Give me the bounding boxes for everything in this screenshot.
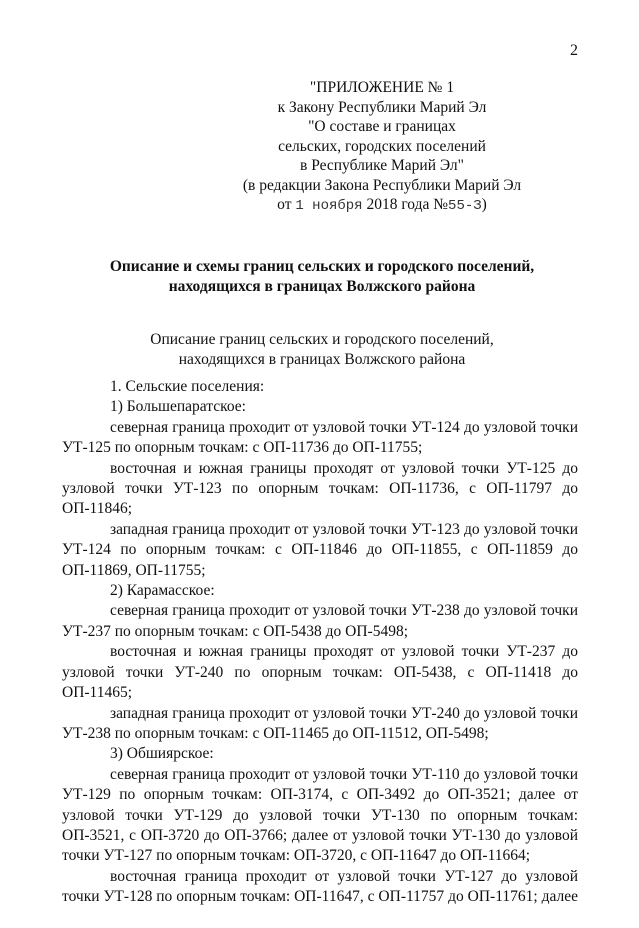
body-paragraph: восточная и южная границы проходят от узловой точки УТ-125 до узловой точки УТ-123 по опорным точкам: ОП-11736, с ОП-11797 до ОП-11846; — [62, 459, 578, 518]
subtitle-line: находящихся в границах Волжского района — [178, 351, 466, 368]
document-title — [70, 257, 574, 297]
appendix-line: в Республике Марий Эл" — [300, 157, 464, 174]
appendix-line: к Закону Республики Марий Эл — [277, 98, 487, 116]
page-number: 2 — [570, 42, 578, 59]
body-paragraph: восточная граница проходит от узловой точки УТ-127 до узловой точки УТ-128 по опорным точкам: ОП-11647, с ОП-11757 до ОП-11761; далее — [62, 867, 578, 906]
body-paragraph: западная граница проходит от узловой точки УТ-240 до узловой точки УТ-238 по опорным точкам: с ОП-11465 до ОП-11512, ОП-5498; — [62, 704, 578, 742]
appendix-date-line — [217, 195, 547, 217]
appendix-line: сельских, городских поселений — [278, 137, 486, 155]
body-paragraph: северная граница проходит от узловой точки УТ-124 до узловой точки УТ-125 по опорным точкам: с ОП-11736 до ОП-11755; — [62, 418, 578, 457]
handwritten-number: 55-З — [448, 198, 482, 214]
body-paragraph: северная граница проходит от узловой точки УТ-110 до узловой точки УТ-129 по опорным точкам: ОП-3174, с ОП-3492 до ОП-3521; далее от узловой точки УТ-129 до узловой точки УТ-130 по опорным точкам: ОП-3521, с ОП-3720 до ОП-3766; далее от узловой точки УТ-130 до узловой точки УТ-127 по опорным точкам: ОП-3720, с ОП-11647 до ОП-11664; — [62, 765, 578, 865]
section-subtitle — [70, 330, 574, 370]
title-line: находящихся в границах Волжского района — [168, 278, 476, 295]
date-suffix: ) — [481, 196, 487, 213]
body-paragraph: восточная и южная границы проходят от узловой точки УТ-237 до узловой точки УТ-240 по опорным точкам: ОП-5438, с ОП-11418 до ОП-11465; — [62, 643, 578, 702]
body-paragraph: западная граница проходит от узловой точки УТ-123 до узловой точки УТ-124 по опорным точкам: с ОП-11846 до ОП-11855, с ОП-11859 до ОП-11869, ОП-11755; — [62, 520, 578, 579]
appendix-header — [217, 78, 547, 217]
title-line: Описание и схемы границ сельских и городского поселений, — [109, 258, 535, 275]
subtitle-line: Описание границ сельских и городского поселений, — [150, 331, 494, 348]
body-paragraph: северная граница проходит от узловой точки УТ-238 до узловой точки УТ-237 по опорным точкам: с ОП-5438 до ОП-5498; — [62, 602, 578, 640]
appendix-line: "ПРИЛОЖЕНИЕ № 1 — [309, 79, 455, 96]
appendix-line: (в редакции Закона Республики Марий Эл — [242, 176, 522, 194]
date-middle: 2018 года № — [362, 196, 449, 213]
date-prefix: от — [277, 196, 296, 213]
section-heading: 2) Карамасское: — [110, 582, 215, 600]
appendix-line: "О составе и границах — [308, 118, 456, 135]
section-heading: 1. Сельские поселения: — [110, 378, 265, 395]
section-heading: 3) Обшиярское: — [110, 745, 214, 763]
section-heading: 1) Большепаратское: — [110, 398, 246, 416]
handwritten-date: 1 ноября — [295, 198, 363, 214]
document-body — [62, 377, 578, 928]
